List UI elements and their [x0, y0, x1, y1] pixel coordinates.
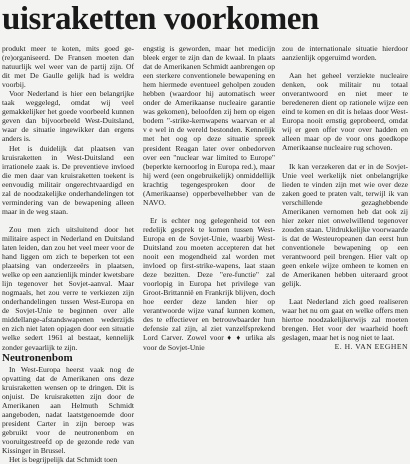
column-1: [2, 44, 134, 464]
paragraph: Aan het geheel verziekte nucleaire denken, ook militair nu totaal onverantwoord en niet meer te beredeneren dient op rationele wijze een eind te komen en dit is helaas door West-Europa nooit ernstig geprobeerd, omdat wij er geen offer voor over hadden en alleen maar op de voor ons goedkope Amerikaanse nucleaire rug schoven.: [282, 71, 408, 153]
column-2: [143, 44, 275, 352]
byline: E. H. VAN EEGHEN: [334, 342, 408, 352]
paragraph: zou de internationale situatie hierdoor aanzienlijk opgeruimd worden.: [282, 44, 408, 63]
paragraph: Zou men zich uitsluitend door het militaire aspect in Nederland en Duitsland laten leiden, dan zou het veel meer voor de hand liggen om zich te beperken tot een plaatsing van onderzeeërs in plaatsen, welke op een aanzienlijk minder kwetsbare lijn tegenover het Sovjet-aanval. Maar nogmaals, het zou verre te verkiezen zijn onderhandelingen tussen West-Europa en de Sovjet-Unie te beginnen over alle middellange-afstandswapenen wederzijds en zich niet laten opjagen door een situatie welke sedert 1961 al bestaat, kennelijk zonder gevaarlijk te zijn.: [2, 224, 134, 352]
subhead: Neutronenbom: [2, 351, 73, 364]
paragraph: Laat Nederland zich goed realiseren waar het nu om gaat en welke offers men hiertoe noodzakelijkerwijs zal moeten brengen. Het voor der waarheid hoeft geslagen, maar het is nog niet te laat.: [282, 297, 408, 343]
paragraph: Er is echter nog gelegenheid tot een redelijk gesprek te komen tussen West-Europa en de Sovjet-Unie, waarbij West-Duitsland zou moeten accepteren dat het nooit een mogendheid zal worden met invloed op first-strike-wapens, laat staan deze bezitten. Deze "ere-functie" zal voorlopig in Europa het privilege van Groot-Brittannië en Frankrijk blijven, doch hoe eerder deze landen hier op verantwoorde wijze vanaf kunnen komen, des te effectiever en betrouwbaarder hun defensie zal zijn, al ziet vanzelfsprekend Lord Carver. Zowel voor ♦ ♦ urlika als voor de Sovjet-Unie: [143, 215, 275, 352]
paragraph: Het is begrijpelijk dat Schmidt toen: [9, 455, 118, 464]
paragraph: Voor Nederland is hier een belangrijke taak weggelegd, omdat wij veel gemakkelijker het goede voorbeeld kunnen geven dan bijvoorbeeld West-Duitsland, waar de situatie ingewikker dan ergens anders is.: [2, 89, 134, 144]
column-3: [282, 44, 408, 351]
paragraph: engstig is geworden, maar het medicijn bleek erger te zijn dan de kwaal. In plaats dat de Amerikanen Schmidt aanbrengen op een sterkere conventionele bewapening en hem hiermede eventueel geholpen zouden hebben (waardoor hij automatisch weer onder de Amerikaanse nucleaire garantie was gekomen), beloofden zij hem op eigen bodem "-strike-kernwapens waarvan er al v e wel in de wereld bestonden. Kennelijk met het oog op deze situatie spreek president Reagan later over onbedorven over een "nuclear war limited to Europe" (beperkte kernoorlog in Europa red.), maar hij werd (een ongebruikelijk) onmiddellijk krachtig tegengesproken door de (Amerikaanse) opperbevelhebber van de NAVO.: [143, 44, 275, 207]
paragraph: Ik kan verzekeren dat er in de Sovjet-Unie veel werkelijk niet onbelangrijke lieden te vinden zijn met wie over deze zaken goed te praten valt, terwijl ik van verschillende gezaghebbende Amerikanen vernomen heb dat ook zij hier zeker niet onwelwillend tegenover zouden staan. Uitdrukkelijke voorwaarde is dat de Westeuropeanen dan eerst hun conventionele bewapening op een verantwoord peil brengen. Hier valt op geen enkele wijze omheen te komen en de Amerikanen hebben uiteraard groot gelijk.: [282, 161, 408, 289]
paragraph: In West-Europa heerst vaak nog de opvatting dat de Amerikanen ons deze kruisraketten wensen op te dringen. Dit is onjuist. De kruisraketten zijn door de Amerikanen aan Helmuth Schmidt aangeboden, nadat laatstgenoemde door president Carter in zijn beroep was gebruikt voor de neutronenbom en vooruitgestreefd op de gezonde rede van Kissinger in Brussel.: [2, 364, 134, 455]
headline: uisraketten voorkomen: [2, 1, 319, 37]
paragraph: produkt meer te koten, mits goed ge- (re)organiseerd. De Fransen moeten dan natuurlijk wel weer van de partij zijn. Of dit met De Gaulle gelijk had is weldra voorbij.: [2, 44, 134, 90]
paragraph: Het is duidelijk dat plaatsen van kruisraketten in West-Duitsland een irrationele zaak is. De preventieve invloed die men daar van kruisraketten toekent is eenvoudig militair ongerechtvaardigd en zal de noodzakelijke onderhandelingen tot vermindering van de bewapening alleen maar in de weg staan.: [2, 143, 134, 216]
